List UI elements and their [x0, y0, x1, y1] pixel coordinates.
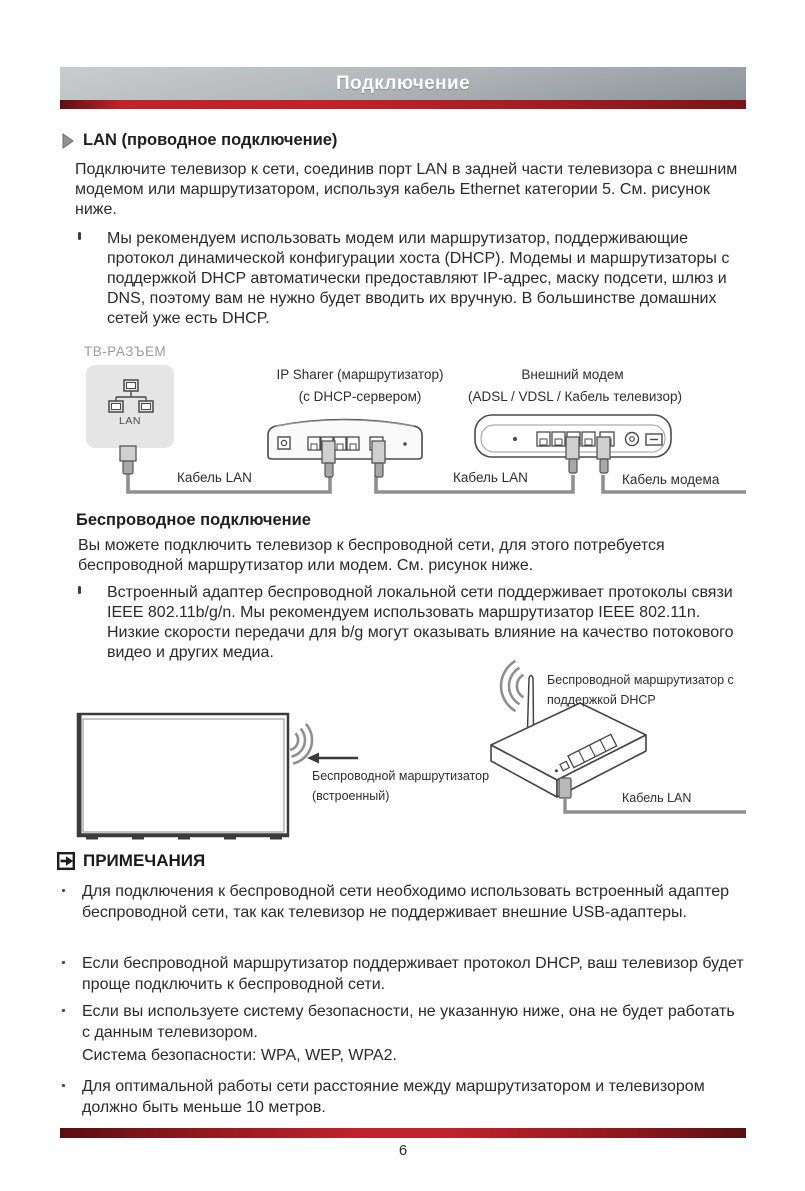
wireless-connection-diagram [60, 660, 746, 857]
modem-subtitle: (ADSL / VDSL / Кабель телевизор) [468, 389, 682, 404]
cable-lan-label: Кабель LAN [622, 791, 692, 805]
builtin-router-label [312, 766, 489, 806]
note-item [62, 1076, 746, 1118]
modem-front-illustration [475, 415, 671, 473]
note-bullet-dot [62, 889, 65, 892]
wireless-bullet [78, 583, 746, 663]
lan-bullet-text: Мы рекомендуем использовать модем или маршрутизатор, поддерживающие протокол динамической конфигурации хоста (DHCP). Модемы и маршрутизаторы с поддержкой DHCP автоматически предоставляют IP-адрес, маску подсети, шлюз и DNS, поэтому вам не нужно будет вводить их вручную. В большинстве домашних сетей уже есть DHCP. [107, 230, 730, 327]
wireless-bullet-text: Встроенный адаптер беспроводной локальной сети поддерживает протоколы связи IEEE 802.11b/g/n. Мы рекомендуем использовать маршрутизатор IEEE 802.11n. Низкие скорости передачи для b/g могут оказывать влияние на качество потокового видео и других медиа. [107, 584, 734, 661]
bullet-mark [78, 232, 81, 240]
footer-red-bar [60, 1128, 746, 1138]
dhcp-router-label [547, 670, 734, 710]
lan-bullet [78, 229, 746, 329]
note-text [82, 1001, 746, 1066]
page-header-banner [60, 67, 746, 100]
lan-section-heading [62, 131, 337, 150]
modem-title: Внешний модем [521, 367, 624, 382]
note-bullet-dot [62, 961, 65, 964]
page-header-title: Подключение [335, 72, 471, 94]
lan-paragraph: Подключите телевизор к сети, соединив порт LAN в задней части телевизора с внешним модемом или маршрутизатором, используя кабель Ethernet категории 5. См. рисунок ниже. [75, 161, 738, 218]
wireless-paragraph: Вы можете подключить телевизор к беспроводной сети, для этого потребуется беспроводной маршрутизатор или модем. См. рисунок ниже. [78, 537, 665, 574]
note-bullet-dot [62, 1084, 65, 1087]
wireless-section-title: Беспроводное подключение [76, 511, 311, 529]
antenna-waves-icon [501, 661, 523, 711]
router-front-illustration [268, 420, 422, 478]
builtin-router-label-line2: (встроенный) [312, 789, 390, 803]
section-arrow-icon [62, 133, 74, 149]
tv-outline [78, 714, 288, 840]
note-text-main: Если вы используете систему безопасности, не указанную ниже, она не будет работать с данным телевизором. [82, 1003, 735, 1041]
router-title: IP Sharer (маршрутизатор) [276, 367, 444, 382]
router-subtitle: (с DHCP-сервером) [298, 389, 422, 404]
notes-heading [57, 851, 205, 871]
left-arrow-icon [307, 753, 358, 764]
notes-arrow-icon [57, 852, 75, 870]
note-text: Для подключения к беспроводной сети необходимо использовать встроенный адаптер беспроводной сети, так как телевизор не поддерживает внешние USB-адаптеры. [82, 883, 730, 921]
wired-connection-diagram [60, 343, 746, 508]
bullet-mark [78, 586, 81, 594]
note-text: Для оптимальной работы сети расстояние между маршрутизатором и телевизором должно быть меньше 10 метров. [82, 1078, 705, 1116]
tv-plug-icon [120, 446, 136, 474]
lan-port-label: LAN [119, 415, 141, 427]
header-red-bar [60, 100, 746, 109]
builtin-router-label-line1: Беспроводной маршрутизатор [312, 769, 490, 783]
lan-section-title: LAN (проводное подключение) [83, 131, 338, 149]
dhcp-router-label-line1: Беспроводной маршрутизатор с [547, 673, 734, 687]
cable-modem-label: Кабель модема [622, 472, 720, 487]
cable-lan-right-label: Кабель LAN [453, 470, 528, 485]
notes-title: ПРИМЕЧАНИЯ [83, 851, 206, 870]
cable-lan-left-label: Кабель LAN [177, 470, 252, 485]
note-security-line: Система безопасности: WPA, WEP, WPA2. [82, 1047, 397, 1064]
page-number: 6 [398, 1142, 408, 1159]
tv-jack-label: ТВ-РАЗЪЕМ [84, 344, 167, 359]
note-item [62, 953, 746, 995]
wireless-router-plug [559, 778, 571, 798]
note-item [62, 1001, 746, 1066]
note-text: Если беспроводной маршрутизатор поддерживает протокол DHCP, ваш телевизор будет проще подключить к беспроводной сети. [82, 955, 744, 993]
dhcp-router-label-line2: поддержкой DHCP [547, 693, 656, 707]
note-item [62, 881, 746, 923]
note-bullet-dot [62, 1009, 65, 1012]
